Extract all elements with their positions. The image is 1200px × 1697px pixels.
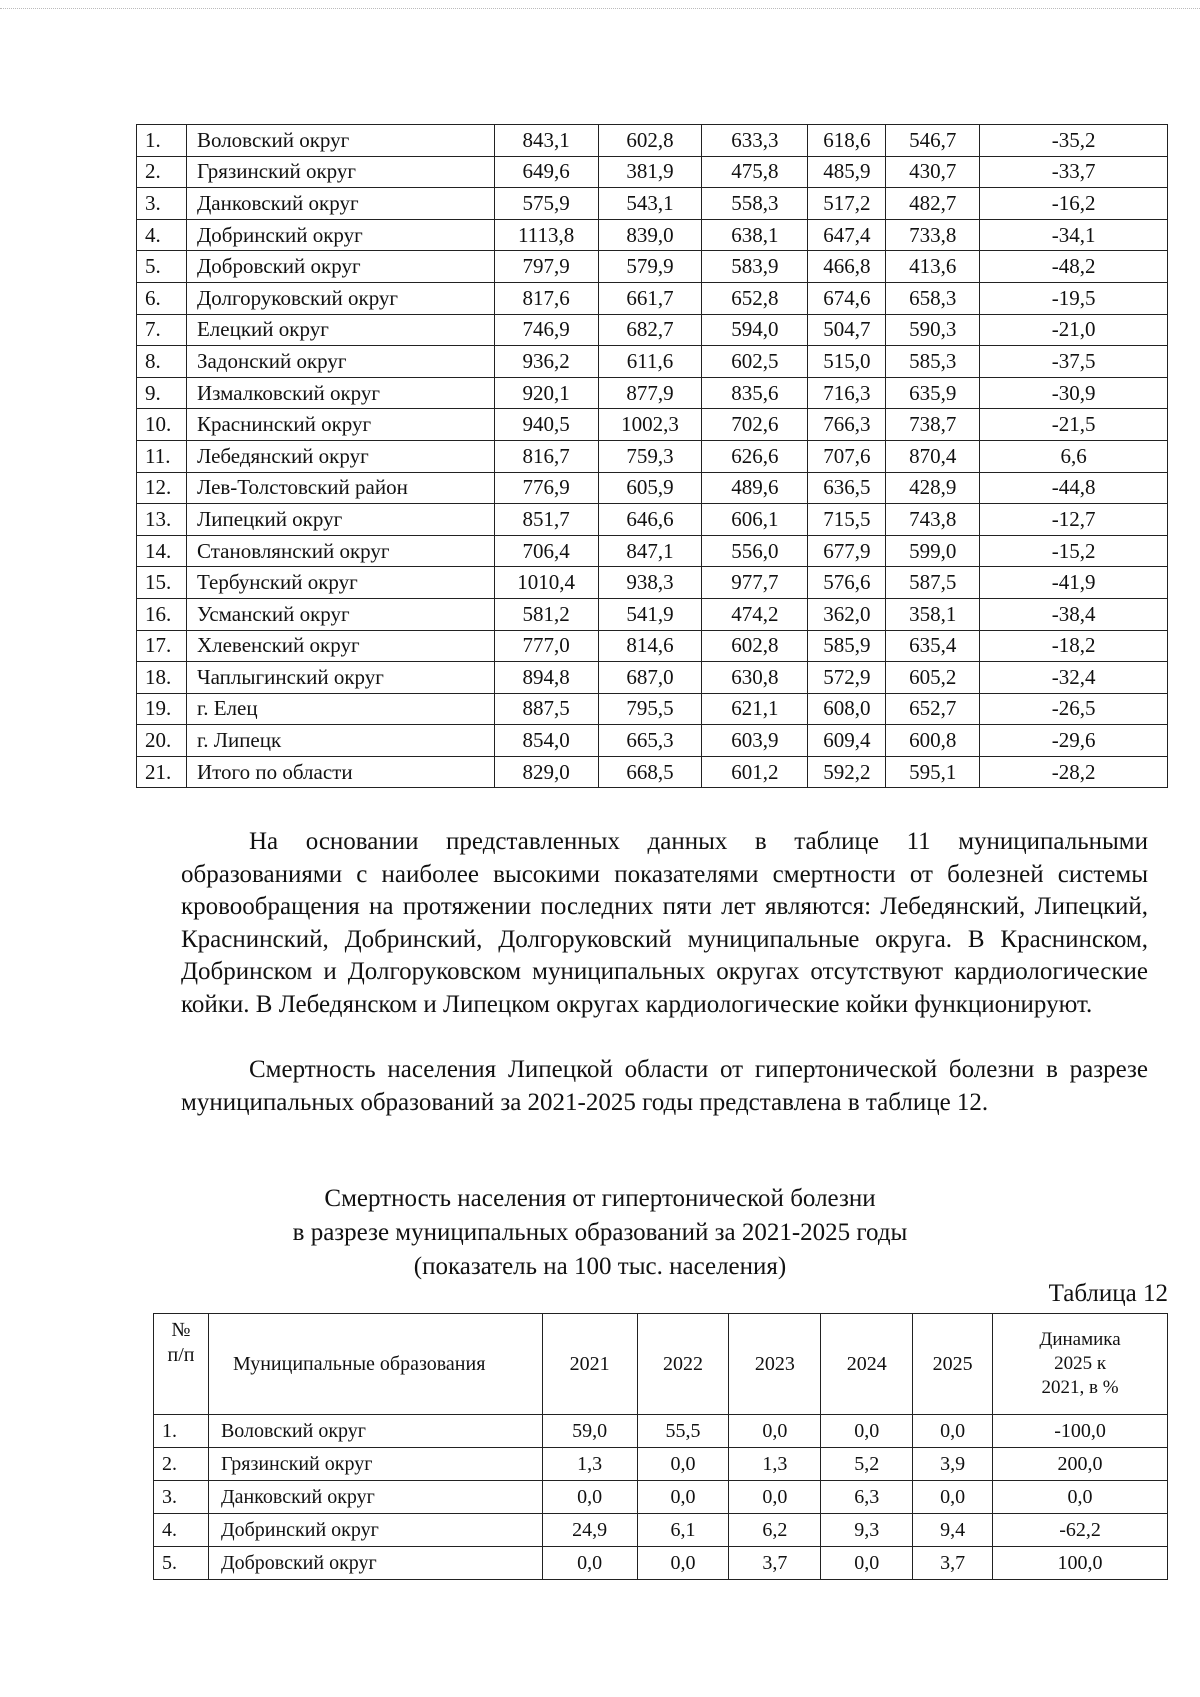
cell-dynamics: -21,0 [980, 314, 1168, 346]
page-top-edge [0, 8, 1200, 9]
table-row [137, 125, 1168, 157]
cell-y2024: 466,8 [808, 251, 886, 283]
paragraph-hypertension-intro [181, 1054, 1148, 1119]
cell-num: 2. [137, 156, 187, 188]
table-row [137, 440, 1168, 472]
table-row [137, 314, 1168, 346]
cell-name: Данковский округ [186, 188, 494, 220]
cell-y2023: 702,6 [702, 409, 808, 441]
cell-y2025: 482,7 [886, 188, 980, 220]
cell-dynamics: -41,9 [980, 567, 1168, 599]
cell-y2023: 1,3 [729, 1448, 821, 1481]
header-dynamics-line-3: 2021, в % [1041, 1376, 1119, 1398]
cell-y2024: 609,4 [808, 725, 886, 757]
cell-y2024: 362,0 [808, 598, 886, 630]
header-2022: 2022 [637, 1314, 729, 1415]
table-12-header-row [154, 1314, 1168, 1415]
cell-y2021: 894,8 [494, 662, 598, 694]
table-row [137, 188, 1168, 220]
cell-name: Итого по области [186, 756, 494, 788]
cell-dynamics: -62,2 [993, 1514, 1168, 1547]
cell-y2022: 1002,3 [598, 409, 702, 441]
caption-line-2: в разрезе муниципальных образований за 2021-2025 годы [292, 1219, 908, 1246]
cell-dynamics: -37,5 [980, 346, 1168, 378]
cell-y2021: 829,0 [494, 756, 598, 788]
cell-name: Лев-Толстовский район [186, 472, 494, 504]
cell-y2023: 583,9 [702, 251, 808, 283]
cell-y2024: 9,3 [821, 1514, 913, 1547]
cell-y2022: 839,0 [598, 219, 702, 251]
cell-y2022: 0,0 [637, 1448, 729, 1481]
cell-y2022: 795,5 [598, 693, 702, 725]
table-12-body [154, 1314, 1168, 1580]
cell-y2021: 1010,4 [494, 567, 598, 599]
cell-y2022: 687,0 [598, 662, 702, 694]
cell-num: 18. [137, 662, 187, 694]
cell-y2023: 601,2 [702, 756, 808, 788]
cell-y2021: 649,6 [494, 156, 598, 188]
cell-dynamics: 200,0 [993, 1448, 1168, 1481]
cell-dynamics: -29,6 [980, 725, 1168, 757]
table-row [137, 409, 1168, 441]
table-row [137, 504, 1168, 536]
cell-y2025: 635,9 [886, 377, 980, 409]
cell-num: 7. [137, 314, 187, 346]
cell-y2024: 674,6 [808, 282, 886, 314]
cell-num: 1. [154, 1415, 209, 1448]
cell-dynamics: -15,2 [980, 535, 1168, 567]
header-municipality: Муниципальные образования [208, 1314, 542, 1415]
cell-num: 16. [137, 598, 187, 630]
cell-name: Воловский округ [186, 125, 494, 157]
cell-y2021: 581,2 [494, 598, 598, 630]
cell-y2025: 430,7 [886, 156, 980, 188]
cell-y2021: 24,9 [542, 1514, 637, 1547]
cell-y2024: 707,6 [808, 440, 886, 472]
table-row [137, 346, 1168, 378]
cell-y2021: 854,0 [494, 725, 598, 757]
header-2023: 2023 [729, 1314, 821, 1415]
cell-y2022: 847,1 [598, 535, 702, 567]
caption-line-3: (показатель на 100 тыс. населения) [413, 1253, 787, 1280]
table-row [137, 251, 1168, 283]
cell-num: 17. [137, 630, 187, 662]
cell-y2022: 759,3 [598, 440, 702, 472]
cell-y2021: 940,5 [494, 409, 598, 441]
cell-y2021: 0,0 [542, 1481, 637, 1514]
cell-y2023: 621,1 [702, 693, 808, 725]
cell-y2022: 611,6 [598, 346, 702, 378]
cell-y2021: 817,6 [494, 282, 598, 314]
header-num-abbr: п/п [167, 1344, 195, 1366]
cell-y2025: 9,4 [913, 1514, 993, 1547]
cell-y2022: 814,6 [598, 630, 702, 662]
table-row [137, 156, 1168, 188]
cell-y2021: 1113,8 [494, 219, 598, 251]
header-num [154, 1314, 209, 1415]
cell-num: 3. [137, 188, 187, 220]
cell-y2024: 766,3 [808, 409, 886, 441]
cell-num: 9. [137, 377, 187, 409]
cell-y2022: 682,7 [598, 314, 702, 346]
cell-y2025: 0,0 [913, 1481, 993, 1514]
cell-y2022: 381,9 [598, 156, 702, 188]
table-row [137, 693, 1168, 725]
cell-y2025: 3,7 [913, 1547, 993, 1580]
cell-y2022: 877,9 [598, 377, 702, 409]
cell-name: Измалковский округ [186, 377, 494, 409]
cell-y2025: 0,0 [913, 1415, 993, 1448]
header-dynamics-line-1: Динамика [1039, 1329, 1121, 1351]
table-12-label: Таблица 12 [1048, 1280, 1168, 1307]
cell-y2025: 587,5 [886, 567, 980, 599]
cell-dynamics: -26,5 [980, 693, 1168, 725]
cell-y2023: 474,2 [702, 598, 808, 630]
cell-dynamics: -35,2 [980, 125, 1168, 157]
table-row [137, 535, 1168, 567]
cell-num: 14. [137, 535, 187, 567]
cell-name: Грязинский округ [208, 1448, 542, 1481]
cell-y2025: 658,3 [886, 282, 980, 314]
table-11-body [137, 125, 1168, 788]
cell-y2024: 0,0 [821, 1547, 913, 1580]
cell-dynamics: -32,4 [980, 662, 1168, 694]
cell-y2025: 595,1 [886, 756, 980, 788]
cell-y2025: 358,1 [886, 598, 980, 630]
cell-num: 11. [137, 440, 187, 472]
table-row [137, 472, 1168, 504]
cell-y2025: 599,0 [886, 535, 980, 567]
cell-y2024: 585,9 [808, 630, 886, 662]
cell-y2021: 936,2 [494, 346, 598, 378]
cell-y2025: 413,6 [886, 251, 980, 283]
cell-name: Липецкий округ [186, 504, 494, 536]
cell-y2023: 602,8 [702, 630, 808, 662]
cell-num: 20. [137, 725, 187, 757]
cell-y2024: 647,4 [808, 219, 886, 251]
cell-name: Добринский округ [208, 1514, 542, 1547]
cell-y2021: 746,9 [494, 314, 598, 346]
cell-name: Елецкий округ [186, 314, 494, 346]
header-num-sign: № [171, 1319, 191, 1341]
cell-y2025: 585,3 [886, 346, 980, 378]
cell-y2023: 633,3 [702, 125, 808, 157]
cell-dynamics: -16,2 [980, 188, 1168, 220]
cell-num: 5. [137, 251, 187, 283]
cell-y2022: 605,9 [598, 472, 702, 504]
cell-num: 5. [154, 1547, 209, 1580]
caption-line-1: Смертность населения от гипертонической болезни [324, 1185, 876, 1212]
table-12-caption [0, 1182, 1200, 1284]
cell-y2023: 556,0 [702, 535, 808, 567]
cell-num: 4. [154, 1514, 209, 1547]
cell-y2024: 576,6 [808, 567, 886, 599]
cell-y2025: 605,2 [886, 662, 980, 694]
table-row [154, 1481, 1168, 1514]
cell-name: Грязинский округ [186, 156, 494, 188]
cell-dynamics: -48,2 [980, 251, 1168, 283]
cell-y2024: 5,2 [821, 1448, 913, 1481]
cell-name: Данковский округ [208, 1481, 542, 1514]
cell-y2023: 606,1 [702, 504, 808, 536]
cell-y2025: 3,9 [913, 1448, 993, 1481]
cell-y2021: 1,3 [542, 1448, 637, 1481]
cell-y2021: 920,1 [494, 377, 598, 409]
table-row [137, 662, 1168, 694]
table-row [137, 377, 1168, 409]
cell-dynamics: -30,9 [980, 377, 1168, 409]
cell-y2023: 3,7 [729, 1547, 821, 1580]
cell-y2022: 668,5 [598, 756, 702, 788]
cell-name: Усманский округ [186, 598, 494, 630]
cell-name: г. Липецк [186, 725, 494, 757]
cell-y2022: 665,3 [598, 725, 702, 757]
cell-name: Краснинский округ [186, 409, 494, 441]
cell-y2021: 706,4 [494, 535, 598, 567]
cell-y2025: 635,4 [886, 630, 980, 662]
cell-y2023: 977,7 [702, 567, 808, 599]
table-row [137, 756, 1168, 788]
table-row [137, 282, 1168, 314]
cell-y2024: 515,0 [808, 346, 886, 378]
cell-y2022: 0,0 [637, 1547, 729, 1580]
cell-y2024: 716,3 [808, 377, 886, 409]
cell-y2024: 677,9 [808, 535, 886, 567]
table-row [137, 598, 1168, 630]
cell-dynamics: 6,6 [980, 440, 1168, 472]
cell-y2023: 489,6 [702, 472, 808, 504]
cell-y2023: 630,8 [702, 662, 808, 694]
cell-num: 19. [137, 693, 187, 725]
cell-y2024: 517,2 [808, 188, 886, 220]
cell-y2023: 626,6 [702, 440, 808, 472]
cell-name: Тербунский округ [186, 567, 494, 599]
cell-y2022: 0,0 [637, 1481, 729, 1514]
cell-y2024: 504,7 [808, 314, 886, 346]
cell-y2025: 428,9 [886, 472, 980, 504]
cell-y2021: 59,0 [542, 1415, 637, 1448]
cell-dynamics: -33,7 [980, 156, 1168, 188]
cell-y2025: 733,8 [886, 219, 980, 251]
cell-y2025: 870,4 [886, 440, 980, 472]
table-row [137, 567, 1168, 599]
header-2025: 2025 [913, 1314, 993, 1415]
cell-name: Добровский округ [208, 1547, 542, 1580]
cell-y2023: 835,6 [702, 377, 808, 409]
cell-dynamics: -34,1 [980, 219, 1168, 251]
cell-y2021: 776,9 [494, 472, 598, 504]
cell-y2025: 546,7 [886, 125, 980, 157]
cell-y2024: 6,3 [821, 1481, 913, 1514]
cell-y2023: 475,8 [702, 156, 808, 188]
cell-y2024: 485,9 [808, 156, 886, 188]
cell-y2022: 579,9 [598, 251, 702, 283]
cell-dynamics: -38,4 [980, 598, 1168, 630]
cell-dynamics: 0,0 [993, 1481, 1168, 1514]
cell-dynamics: 100,0 [993, 1547, 1168, 1580]
cell-dynamics: -21,5 [980, 409, 1168, 441]
cell-num: 13. [137, 504, 187, 536]
cell-y2024: 0,0 [821, 1415, 913, 1448]
cell-y2022: 661,7 [598, 282, 702, 314]
cell-y2023: 0,0 [729, 1415, 821, 1448]
header-dynamics [993, 1314, 1168, 1415]
cell-name: Чаплыгинский округ [186, 662, 494, 694]
cell-y2022: 938,3 [598, 567, 702, 599]
cell-y2023: 594,0 [702, 314, 808, 346]
cell-num: 21. [137, 756, 187, 788]
header-2024: 2024 [821, 1314, 913, 1415]
cell-dynamics: -28,2 [980, 756, 1168, 788]
cell-name: Добринский округ [186, 219, 494, 251]
table-row [154, 1514, 1168, 1547]
cell-y2021: 851,7 [494, 504, 598, 536]
cell-y2025: 738,7 [886, 409, 980, 441]
cell-num: 3. [154, 1481, 209, 1514]
paragraph-hypertension-intro-text: Смертность населения Липецкой области от гипертонической болезни в разрезе муниципальных образований за 2021-2025 годы представлена в таблице 12. [181, 1056, 1148, 1116]
cell-y2022: 543,1 [598, 188, 702, 220]
paragraph-analysis-text: На основании представленных данных в таблице 11 муниципальными образованиями с наиболее высокими показателями смертности от болезней системы кровообращения на протяжении последних пяти лет являются: Лебедянский, Липецкий, Краснинский, Добринский, Долгоруковский муниципальные округа. В Краснинском, Добринском и Долгоруковском муниципальных округах отсутствуют кардиологические койки. В Лебедянском и Липецком округах кардиологические койки функционируют. [181, 828, 1148, 1018]
cell-y2024: 636,5 [808, 472, 886, 504]
cell-num: 4. [137, 219, 187, 251]
cell-dynamics: -19,5 [980, 282, 1168, 314]
cell-num: 12. [137, 472, 187, 504]
cell-y2022: 541,9 [598, 598, 702, 630]
cell-y2024: 608,0 [808, 693, 886, 725]
cell-num: 2. [154, 1448, 209, 1481]
cell-y2023: 652,8 [702, 282, 808, 314]
table-12 [153, 1313, 1168, 1580]
cell-y2025: 600,8 [886, 725, 980, 757]
cell-y2021: 575,9 [494, 188, 598, 220]
cell-dynamics: -18,2 [980, 630, 1168, 662]
cell-y2021: 777,0 [494, 630, 598, 662]
cell-name: Становлянский округ [186, 535, 494, 567]
cell-name: Лебедянский округ [186, 440, 494, 472]
cell-y2025: 743,8 [886, 504, 980, 536]
table-11 [136, 124, 1168, 788]
cell-y2025: 590,3 [886, 314, 980, 346]
table-row [137, 219, 1168, 251]
cell-dynamics: -44,8 [980, 472, 1168, 504]
cell-y2022: 6,1 [637, 1514, 729, 1547]
cell-num: 15. [137, 567, 187, 599]
cell-name: г. Елец [186, 693, 494, 725]
cell-name: Хлевенский округ [186, 630, 494, 662]
cell-y2024: 592,2 [808, 756, 886, 788]
cell-num: 6. [137, 282, 187, 314]
cell-dynamics: -100,0 [993, 1415, 1168, 1448]
header-dynamics-line-2: 2025 к [1054, 1353, 1107, 1375]
table-row [154, 1448, 1168, 1481]
cell-name: Воловский округ [208, 1415, 542, 1448]
table-row [137, 725, 1168, 757]
table-row [137, 630, 1168, 662]
cell-name: Добровский округ [186, 251, 494, 283]
cell-num: 8. [137, 346, 187, 378]
cell-y2023: 603,9 [702, 725, 808, 757]
cell-y2023: 602,5 [702, 346, 808, 378]
cell-name: Задонский округ [186, 346, 494, 378]
cell-num: 10. [137, 409, 187, 441]
cell-y2022: 646,6 [598, 504, 702, 536]
cell-y2021: 843,1 [494, 125, 598, 157]
table-row [154, 1547, 1168, 1580]
paragraph-analysis [181, 826, 1148, 1021]
cell-y2021: 816,7 [494, 440, 598, 472]
cell-name: Долгоруковский округ [186, 282, 494, 314]
cell-y2025: 652,7 [886, 693, 980, 725]
cell-y2023: 558,3 [702, 188, 808, 220]
cell-y2024: 715,5 [808, 504, 886, 536]
cell-y2023: 638,1 [702, 219, 808, 251]
cell-y2024: 572,9 [808, 662, 886, 694]
cell-dynamics: -12,7 [980, 504, 1168, 536]
cell-num: 1. [137, 125, 187, 157]
table-row [154, 1415, 1168, 1448]
cell-y2024: 618,6 [808, 125, 886, 157]
cell-y2023: 6,2 [729, 1514, 821, 1547]
cell-y2022: 602,8 [598, 125, 702, 157]
cell-y2023: 0,0 [729, 1481, 821, 1514]
cell-y2022: 55,5 [637, 1415, 729, 1448]
cell-y2021: 887,5 [494, 693, 598, 725]
cell-y2021: 0,0 [542, 1547, 637, 1580]
header-2021: 2021 [542, 1314, 637, 1415]
cell-y2021: 797,9 [494, 251, 598, 283]
